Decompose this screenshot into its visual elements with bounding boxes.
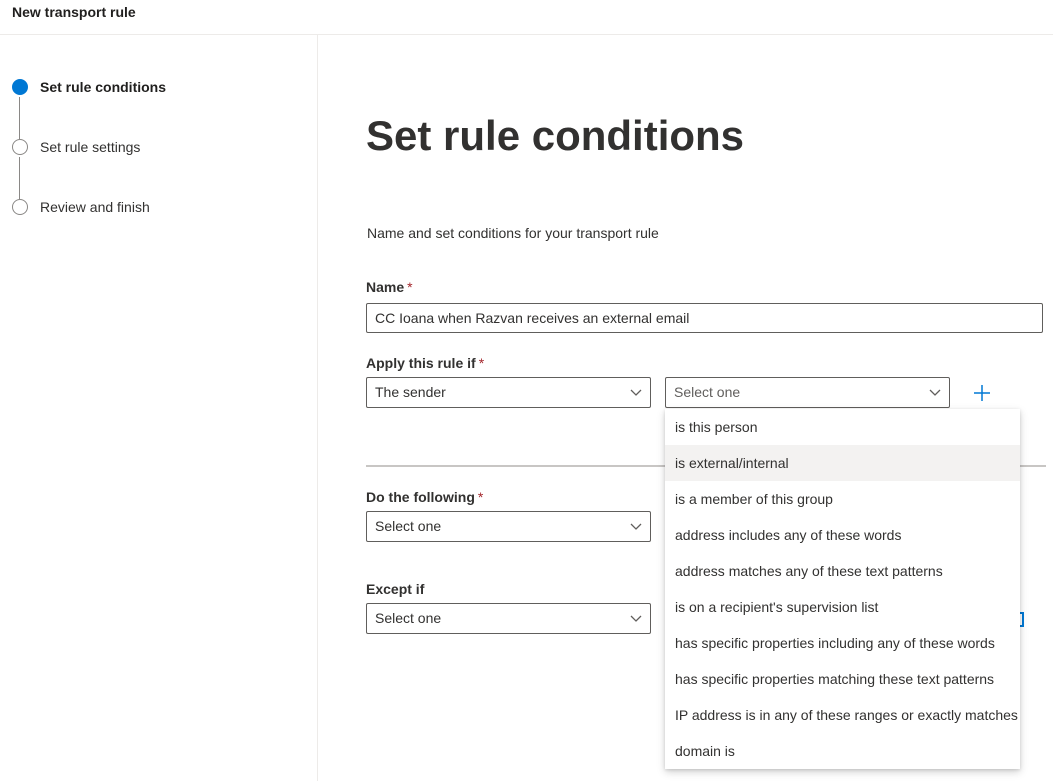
step-connector <box>19 97 20 139</box>
required-marker: * <box>407 279 413 295</box>
except-if-label: Except if <box>366 581 425 597</box>
do-following-label: Do the following * <box>366 489 484 505</box>
chevron-down-icon <box>929 387 941 397</box>
menu-option[interactable]: is a member of this group <box>675 491 833 507</box>
menu-option[interactable]: is this person <box>675 419 758 435</box>
step-indicator <box>12 139 28 155</box>
plus-icon[interactable] <box>972 383 992 403</box>
menu-option[interactable]: is on a recipient's supervision list <box>675 599 879 615</box>
menu-option[interactable]: has specific properties matching these text patterns <box>675 671 995 687</box>
required-marker: * <box>478 355 485 371</box>
page-title: Set rule conditions <box>366 112 745 159</box>
panel-header <box>0 0 1053 35</box>
chevron-down-icon <box>630 613 642 623</box>
condition-dropdown-value: The sender <box>375 384 446 400</box>
condition-dropdown[interactable] <box>366 377 651 408</box>
action-dropdown-placeholder: Select one <box>375 518 442 534</box>
predicate-dropdown-placeholder: Select one <box>674 384 741 400</box>
step-indicator <box>12 199 28 215</box>
step-set-rule-settings[interactable]: Set rule settings <box>40 139 141 155</box>
required-marker: * <box>477 489 484 505</box>
step-indicator-current <box>12 79 28 95</box>
predicate-dropdown-menu <box>665 409 1020 769</box>
menu-option[interactable]: is external/internal <box>665 445 1020 481</box>
action-dropdown[interactable] <box>366 511 651 542</box>
panel-title: New transport rule <box>12 4 136 20</box>
menu-option[interactable]: address matches any of these text patterns <box>675 563 943 579</box>
chevron-down-icon <box>630 521 642 531</box>
menu-option[interactable]: address includes any of these words <box>675 527 902 543</box>
step-connector <box>19 157 20 199</box>
chevron-down-icon <box>630 387 642 397</box>
step-set-rule-conditions[interactable]: Set rule conditions <box>40 79 167 95</box>
apply-rule-label: Apply this rule if * <box>366 355 485 371</box>
menu-option[interactable]: has specific properties including any of these words <box>675 635 995 651</box>
predicate-dropdown[interactable] <box>665 377 950 408</box>
menu-option[interactable]: domain is <box>675 743 735 759</box>
exception-dropdown[interactable] <box>366 603 651 634</box>
page-description: Name and set conditions for your transport rule <box>367 225 659 241</box>
menu-option[interactable]: IP address is in any of these ranges or exactly matches <box>675 707 1018 723</box>
name-label: Name * <box>366 279 413 295</box>
exception-dropdown-placeholder: Select one <box>375 610 442 626</box>
step-review-and-finish[interactable]: Review and finish <box>40 199 150 215</box>
rule-name-input[interactable]: CC Ioana when Razvan receives an external email <box>366 303 1043 333</box>
